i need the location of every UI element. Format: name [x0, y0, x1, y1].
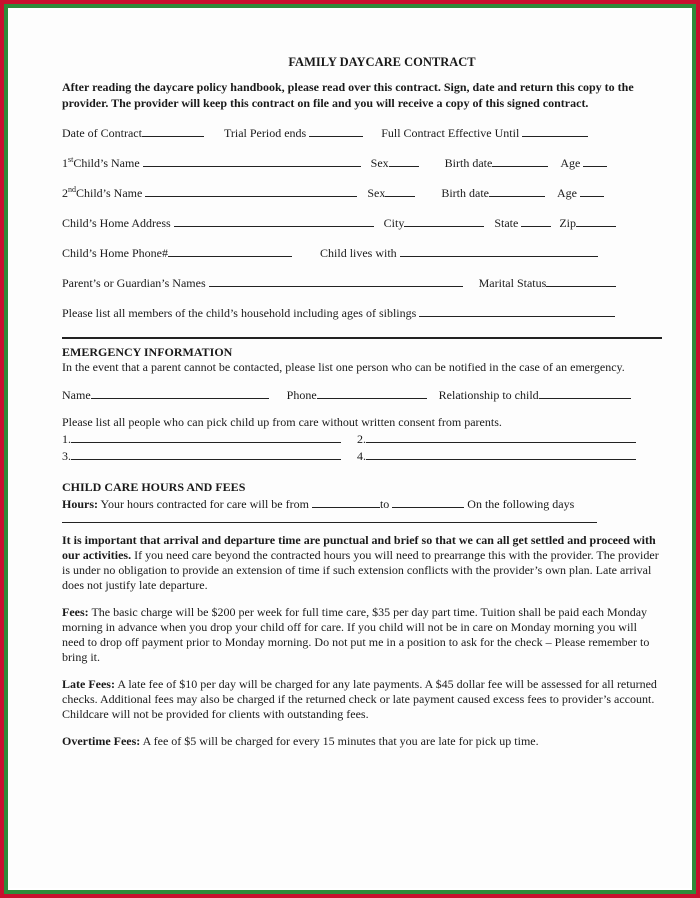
child1-label: 1stChild’s Name	[62, 155, 140, 170]
pickup-num-2: 2.	[357, 432, 366, 446]
overtime-paragraph	[62, 734, 662, 749]
pickup-field-3[interactable]	[71, 447, 341, 460]
trial-period-label: Trial Period ends	[223, 126, 307, 140]
hours-from-field[interactable]	[312, 495, 380, 508]
child1-age-field[interactable]	[583, 154, 607, 167]
child2-name-field[interactable]	[145, 184, 357, 197]
home-address-label: Child’s Home Address	[62, 216, 171, 230]
zip-label: Zip	[559, 216, 577, 230]
hours-days-text: On the following days	[464, 497, 575, 511]
relationship-label: Relationship to child	[438, 388, 539, 402]
phone-row	[62, 241, 662, 271]
city-label: City	[383, 216, 405, 230]
emergency-text: In the event that a parent cannot be contacted, please list one person who can be notified in the case of an emergency.	[62, 360, 625, 374]
pickup-num-1: 1.	[62, 432, 71, 446]
child2-row	[62, 181, 662, 211]
hours-heading: CHILD CARE HOURS AND FEES	[62, 480, 246, 494]
overtime-text: A fee of $5 will be charged for every 15 minutes that you are late for pick up time.	[140, 734, 539, 748]
date-of-contract-field[interactable]	[142, 124, 204, 137]
punctual-bold-text: It is important that arrival and departure time are punctual and brief so that we can all get settled and proceed with our activities.	[62, 533, 656, 562]
fees-paragraph	[62, 605, 662, 665]
late-fees-text: A late fee of $10 per day will be charged for any late payments. A $45 dollar fee will be assessed for all returned checks. Additional fees may also be charged if the returned check or late payment caused excess fees to provider’s account. Childcare will not be provided for clients with outstanding fees.	[62, 677, 657, 721]
lives-with-field[interactable]	[400, 244, 598, 257]
guardians-label: Parent’s or Guardian’s Names	[62, 276, 206, 290]
date-of-contract-label: Date of Contract	[62, 126, 142, 140]
household-field[interactable]	[419, 304, 615, 317]
child2-label: 2ndChild’s Name	[62, 185, 143, 200]
home-phone-label: Child’s Home Phone#	[62, 246, 169, 260]
emergency-phone-label: Phone	[286, 388, 317, 402]
state-field[interactable]	[521, 214, 551, 227]
emergency-contact-row	[62, 383, 662, 413]
intro-text: After reading the daycare policy handbook, please read over this contract. Sign, date and return this copy to the provider. The provider will keep this contract on file and you will receive a copy of this signed contract.	[62, 80, 634, 110]
pickup-field-1[interactable]	[71, 430, 341, 443]
child1-row	[62, 151, 662, 181]
household-row	[62, 301, 662, 331]
pickup-num-3: 3.	[62, 449, 71, 463]
fees-label: Fees:	[62, 605, 89, 619]
pickup-num-4: 4.	[357, 449, 366, 463]
guardian-row	[62, 271, 662, 301]
emergency-phone-field[interactable]	[317, 386, 427, 399]
emergency-name-field[interactable]	[91, 386, 269, 399]
city-field[interactable]	[404, 214, 484, 227]
document-page	[10, 10, 690, 888]
full-contract-field[interactable]	[522, 124, 588, 137]
state-label: State	[494, 216, 519, 230]
child2-birth-label: Birth date	[441, 186, 489, 200]
fees-text: The basic charge will be $200 per week for full time care, $35 per day part time. Tuition shall be paid each Monday morning in advance when you drop your child off for care. If you child will not be in care on Monday morning you will need to drop off payment prior to Monday morning. Do not put me in a position to ask for the check – Please remember to bring it.	[62, 605, 650, 664]
emergency-name-label: Name	[62, 388, 91, 402]
emergency-heading: EMERGENCY INFORMATION	[62, 345, 233, 359]
guardians-field[interactable]	[209, 274, 463, 287]
trial-period-field[interactable]	[309, 124, 363, 137]
child2-age-label: Age	[556, 186, 577, 200]
punctual-paragraph	[62, 533, 662, 593]
pickup-row-2	[62, 447, 662, 464]
child1-name-field[interactable]	[143, 154, 361, 167]
marital-status-field[interactable]	[546, 274, 616, 287]
hours-days-line[interactable]	[62, 522, 597, 523]
late-fees-label: Late Fees:	[62, 677, 115, 691]
punctual-text: If you need care beyond the contracted hours you will need to prearrange this with the provider. The provider is under no obligation to provide an extension of time if such extension conflicts with the provider’s own plan. Late arrival does not justify late departure.	[62, 548, 659, 592]
zip-field[interactable]	[576, 214, 616, 227]
hours-label: Hours:	[62, 497, 98, 511]
late-fees-paragraph	[62, 677, 662, 722]
child1-age-label: Age	[560, 156, 581, 170]
lives-with-label: Child lives with	[320, 246, 397, 260]
marital-status-label: Marital Status	[478, 276, 547, 290]
home-address-field[interactable]	[174, 214, 374, 227]
relationship-field[interactable]	[539, 386, 631, 399]
section-divider	[62, 337, 662, 339]
home-phone-field[interactable]	[168, 244, 292, 257]
contract-dates-row	[62, 121, 662, 151]
pickup-row-1	[62, 430, 662, 447]
hours-row	[62, 495, 662, 512]
household-label: Please list all members of the child’s household including ages of siblings	[62, 306, 417, 320]
pickup-field-2[interactable]	[366, 430, 636, 443]
child2-age-field[interactable]	[580, 184, 604, 197]
child1-birth-field[interactable]	[492, 154, 548, 167]
child1-sex-field[interactable]	[389, 154, 419, 167]
hours-to-field[interactable]	[392, 495, 464, 508]
hours-text: Your hours contracted for care will be from	[98, 497, 312, 511]
overtime-label: Overtime Fees:	[62, 734, 141, 748]
hours-to-label: to	[379, 497, 390, 511]
child2-sex-field[interactable]	[385, 184, 415, 197]
pickup-field-4[interactable]	[366, 447, 636, 460]
child1-birth-label: Birth date	[444, 156, 493, 170]
child2-birth-field[interactable]	[489, 184, 545, 197]
child1-sex-label: Sex	[370, 156, 389, 170]
child2-sex-label: Sex	[367, 186, 386, 200]
full-contract-label: Full Contract Effective Until	[381, 126, 520, 140]
address-row	[62, 211, 662, 241]
page-title: FAMILY DAYCARE CONTRACT	[288, 55, 476, 69]
pickup-text: Please list all people who can pick child up from care without written consent from parents.	[62, 415, 502, 429]
contract-body	[62, 54, 662, 749]
